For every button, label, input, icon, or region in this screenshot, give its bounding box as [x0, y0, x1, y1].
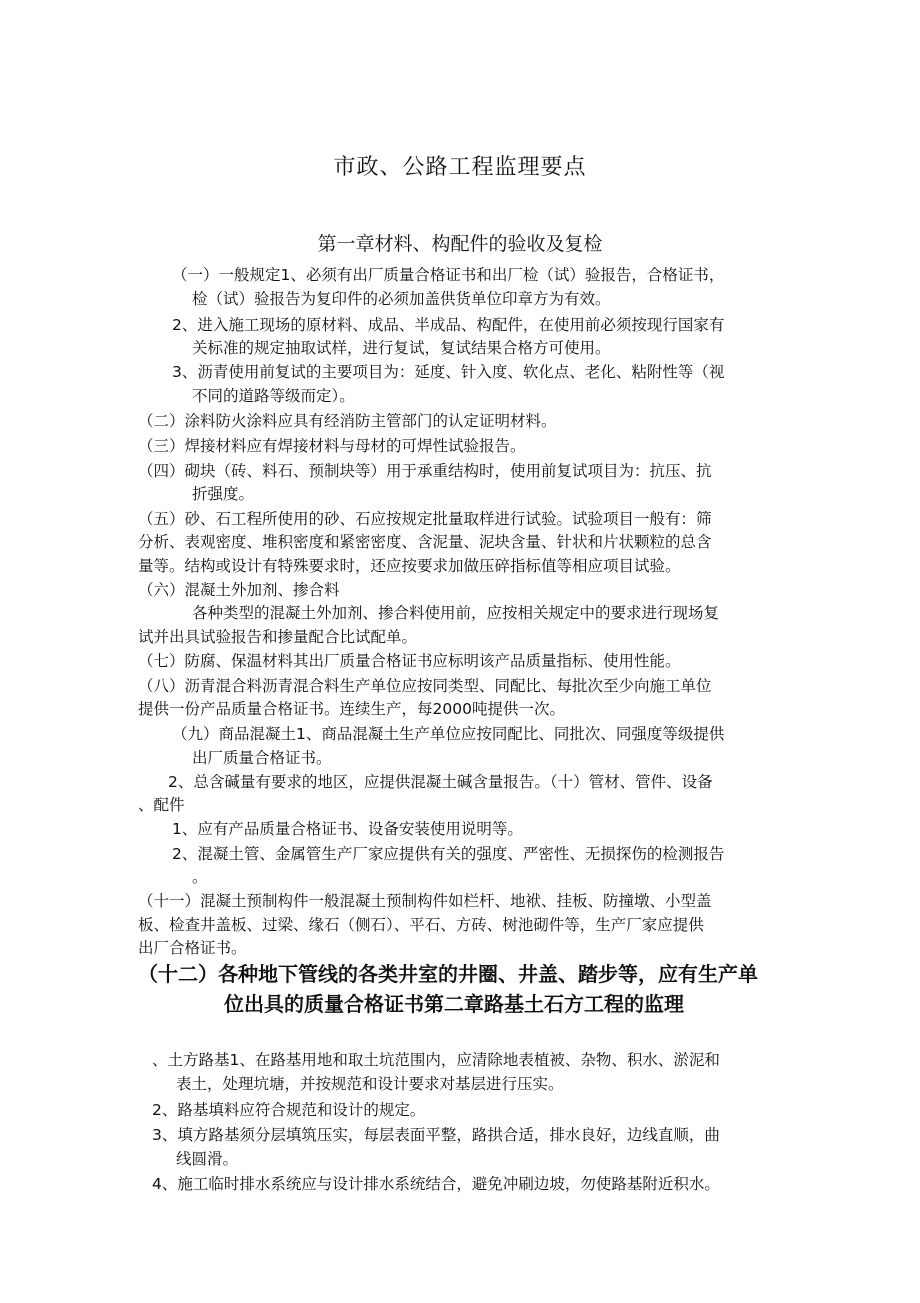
text-line: 各种类型的混凝土外加剂、掺合料使用前，应按相关规定中的要求进行现场复 [192, 604, 720, 622]
text-line: 3、填方路基须分层填筑压实，每层表面平整，路拱合适，排水良好，边线直顺，曲 [152, 1126, 720, 1144]
text-line: （五）砂、石工程所使用的砂、石应按规定批量取样进行试验。试验项目一般有：筛 [138, 510, 712, 528]
text-line: 关标准的规定抽取试样，进行复试，复试结果合格方可使用。 [192, 339, 611, 357]
chapter-1-heading: 第一章材料、构配件的验收及复检 [317, 233, 603, 255]
text-line: 4、施工临时排水系统应与设计排水系统结合，避免冲刷边坡，勿使路基附近积水。 [152, 1175, 720, 1193]
text-line: 、配件 [138, 796, 185, 814]
text-line: 线圆滑。 [176, 1150, 239, 1168]
text-line: （二）涂料防火涂料应具有经消防主管部门的认定证明材料。 [138, 412, 557, 430]
text-line: 出厂质量合格证书。 [192, 749, 332, 767]
text-line: 表土，处理坑塘，并按规范和设计要求对基层进行压实。 [176, 1075, 564, 1093]
text-line: 板、检查井盖板、过梁、缘石（侧石）、平石、方砖、树池砌件等，生产厂家应提供 [138, 916, 704, 934]
text-line: 、土方路基1、在路基用地和取土坑范围内，应清除地表植被、杂物、积水、淤泥和 [152, 1051, 720, 1069]
text-line: 出厂合格证书。 [138, 939, 247, 957]
text-line: 2、进入施工现场的原材料、成品、半成品、构配件，在使用前必须按现行国家有 [172, 316, 725, 334]
text-line: （三）焊接材料应有焊接材料与母材的可焊性试验报告。 [138, 437, 526, 455]
text-line: 2、路基填料应符合规范和设计的规定。 [152, 1101, 426, 1119]
document-title: 市政、公路工程监理要点 [333, 155, 587, 180]
text-line: 2、混凝土管、金属管生产厂家应提供有关的强度、严密性、无损探伤的检测报告 [172, 845, 725, 863]
bold-paragraph-line: （十二）各种地下管线的各类井室的井圈、井盖、踏步等，应有生产单 [138, 962, 758, 986]
text-line: （九）商品混凝土1、商品混凝土生产单位应按同配比、同批次、同强度等级提供 [172, 725, 725, 743]
text-line: （四）砌块（砖、料石、预制块等）用于承重结构时，使用前复试项目为：抗压、抗 [138, 462, 712, 480]
text-line: 3、沥青使用前复试的主要项目为：延度、针入度、软化点、老化、粘附性等（视 [172, 363, 725, 381]
text-line: 1、应有产品质量合格证书、设备安装使用说明等。 [172, 820, 523, 838]
text-line: 。 [192, 868, 208, 886]
text-line: 折强度。 [192, 485, 255, 503]
text-line: （七）防腐、保温材料其出厂质量合格证书应标明该产品质量指标、使用性能。 [138, 652, 681, 670]
bold-paragraph-line: 位出具的质量合格证书第二章路基土石方工程的监理 [224, 992, 684, 1016]
text-line: 量等。结构或设计有特殊要求时，还应按要求加做压碎指标值等相应项目试验。 [138, 557, 681, 575]
text-line: 检（试）验报告为复印件的必须加盖供货单位印章方为有效。 [192, 290, 611, 308]
text-line: （八）沥青混合料沥青混合料生产单位应按同类型、同配比、每批次至少向施工单位 [138, 677, 712, 695]
text-line: 分析、表观密度、堆积密度和紧密密度、含泥量、泥块含量、针状和片状颗粒的总含 [138, 533, 712, 551]
text-line: 2、总含碱量有要求的地区，应提供混凝土碱含量报告。（十）管材、管件、设备 [168, 773, 713, 791]
text-line: （十一）混凝土预制构件一般混凝土预制构件如栏杆、地袱、挂板、防撞墩、小型盖 [138, 892, 712, 910]
text-line: 提供一份产品质量合格证书。连续生产，每2000吨提供一次。 [138, 700, 565, 718]
text-line: （一）一般规定1、必须有出厂质量合格证书和出厂检（试）验报告，合格证书， [172, 266, 725, 284]
text-line: 不同的道路等级而定）。 [192, 387, 355, 405]
text-line: 试并出具试验报告和掺量配合比试配单。 [138, 628, 418, 646]
text-line: （六）混凝土外加剂、掺合料 [138, 581, 340, 599]
